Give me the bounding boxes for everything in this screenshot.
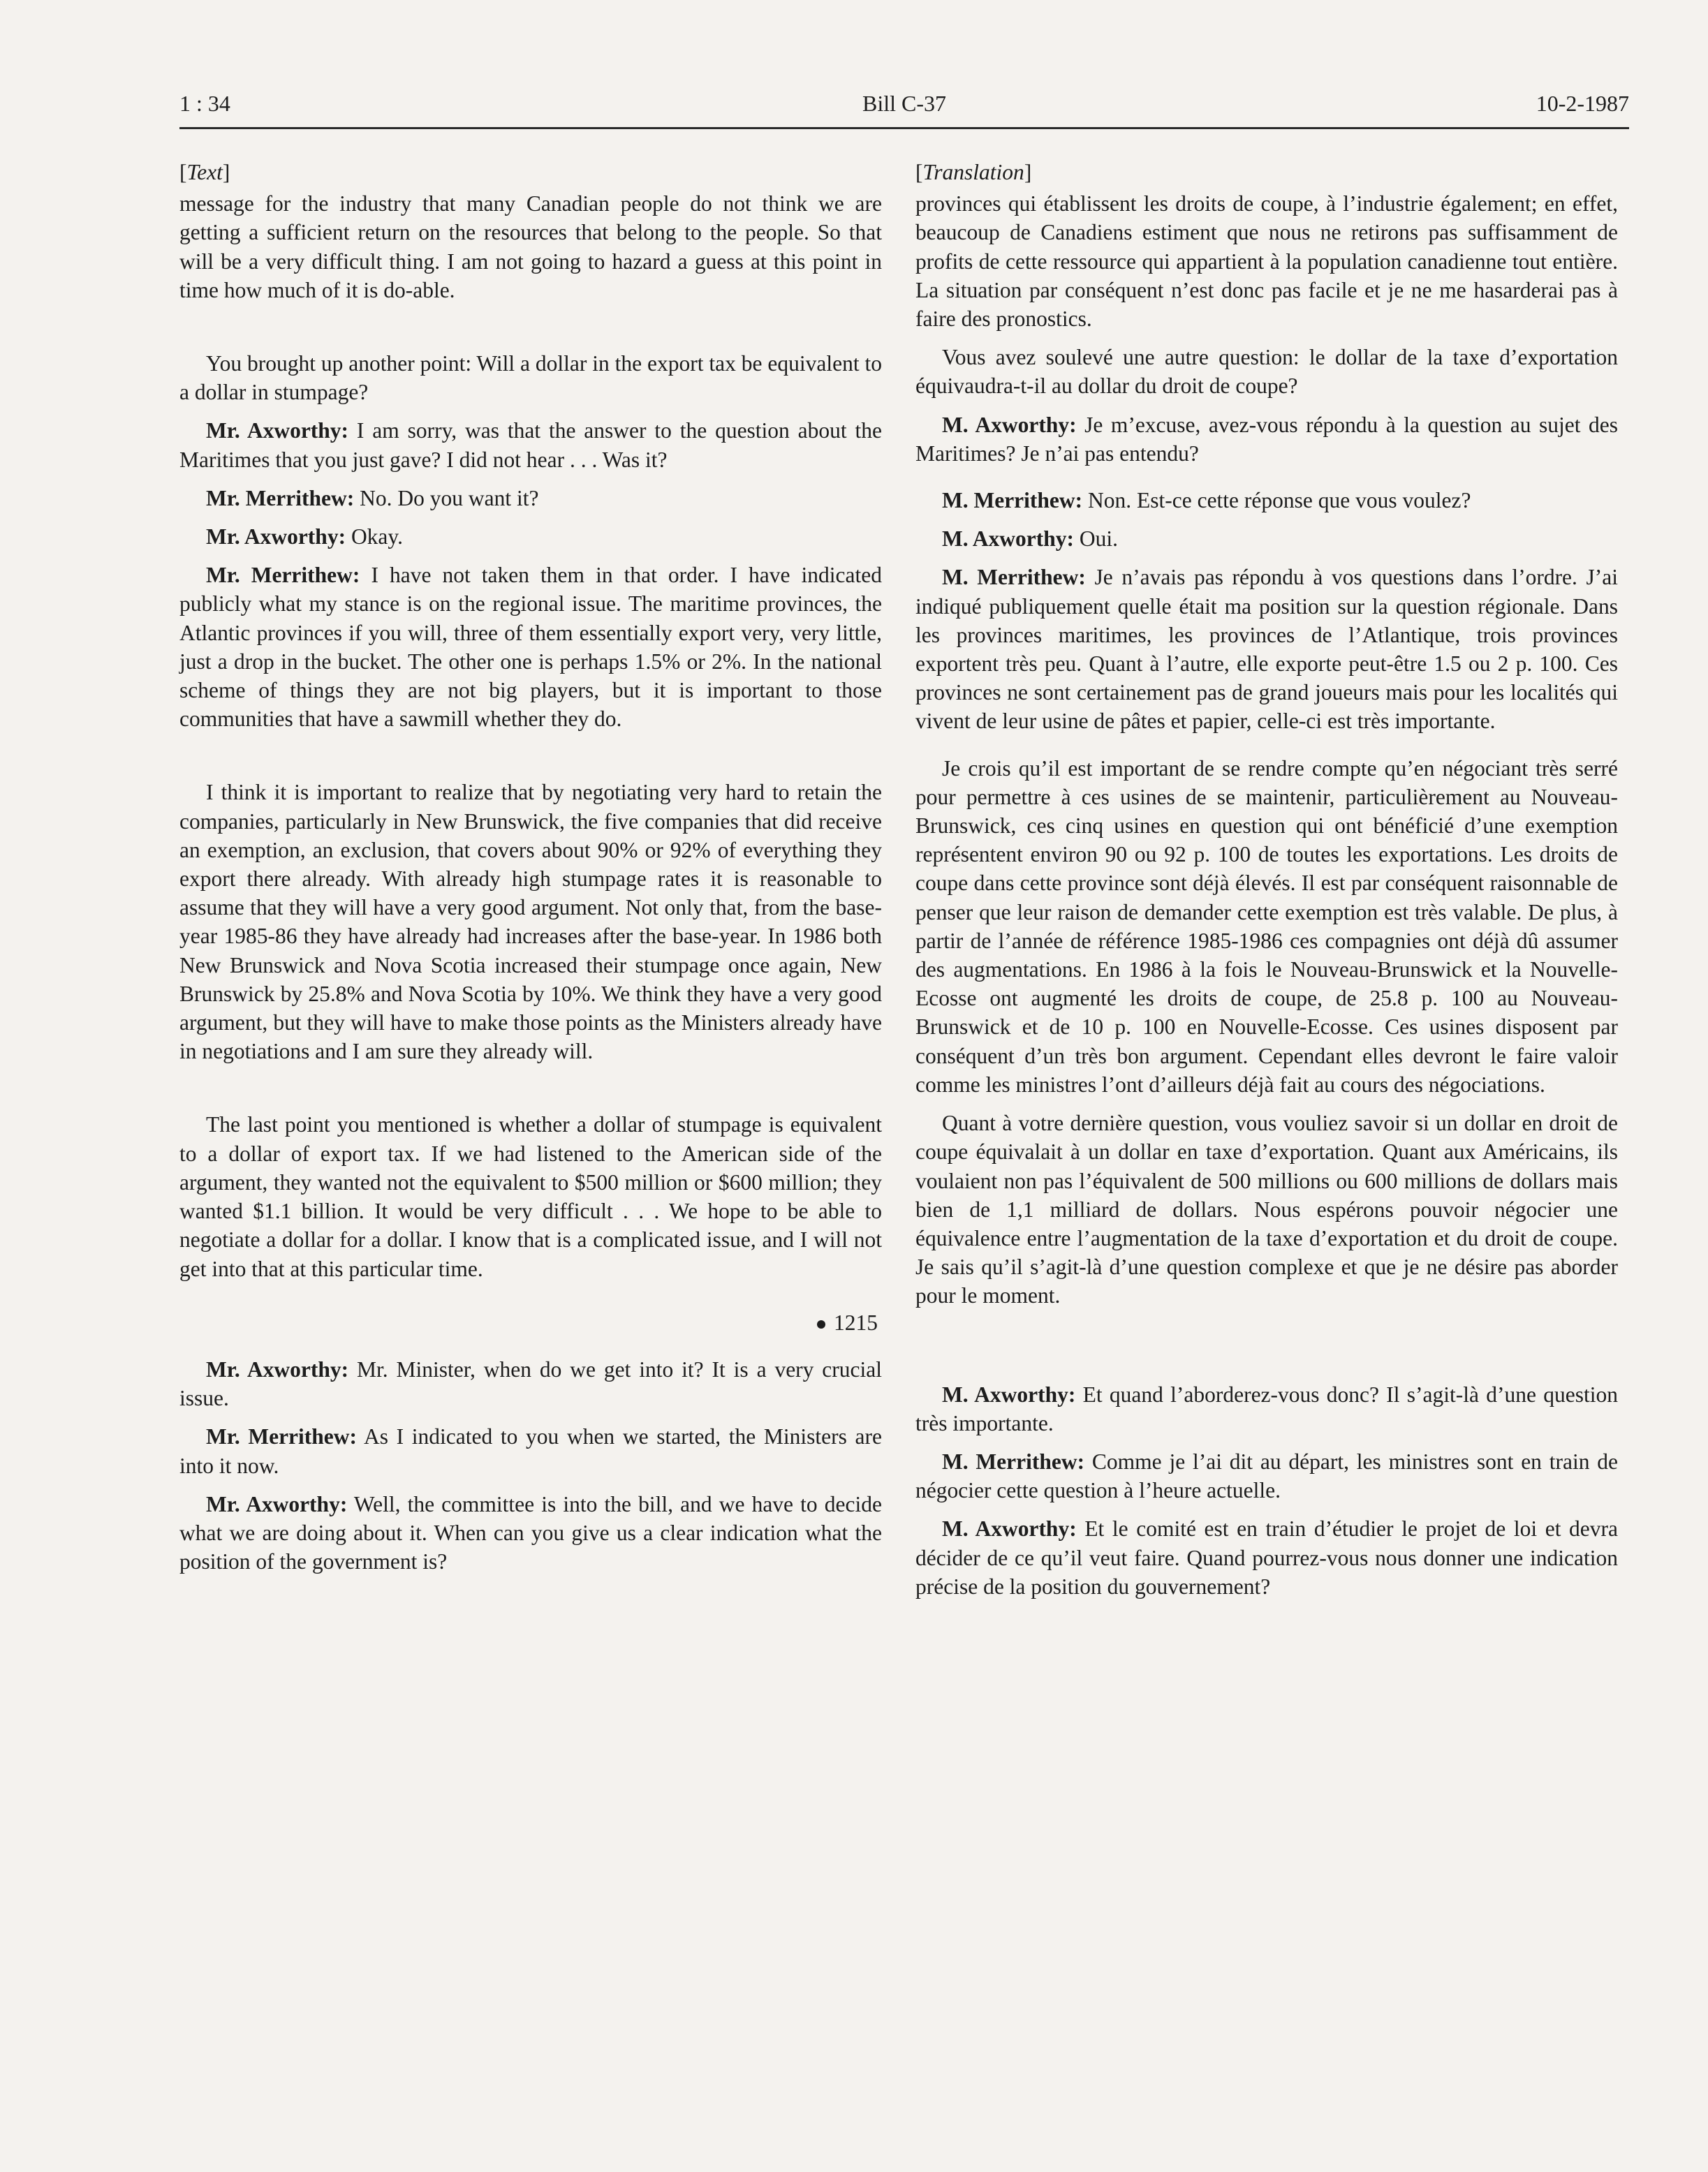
paragraph: The last point you mentioned is whether a dollar of stumpage is equivalent to a dollar of export tax. If we had listened to the American side of the argument, they wanted not the equivalent to $500 million or $600 million; they wanted $1.1 billion. It would be very difficult . . . We hope to be able to negotiate a dollar for a dollar. I know that is a complicated issue, and I will not get into that at this particular time. [179, 1112, 882, 1281]
speaker-name: Mr. Axworthy: [206, 1357, 349, 1382]
document-date: 10-2-1987 [1536, 91, 1629, 116]
paragraph: Mr. Axworthy: I am sorry, was that the answer to the question about the Maritimes that you just gave? I did not hear . . . Was it? [179, 418, 882, 472]
paragraph: M. Axworthy: Oui. [942, 526, 1118, 552]
speaker-name: M. Merrithew: [942, 1449, 1085, 1474]
paragraph: Mr. Merrithew: No. Do you want it? [206, 485, 539, 510]
paragraph: provinces qui établissent les droits de coupe, à l’industrie également; en effet, beaucoup de Canadiens estiment que nous ne retirons pas suffisamment de profits de cette ressource qui appartient à la population canadienne tout entière. La situation par conséquent n’est donc pas facile et je ne me hasarderai pas à faire des pronostics. [915, 191, 1618, 332]
paragraph: M. Merrithew: Je n’avais pas répondu à vos questions dans l’ordre. J’ai indiqué publiquement quelle était ma position sur la question régionale. Dans les provinces maritimes, les provinces de l’Atlantique, trois provinces exportent très peu. Quant à l’autre, elle exporte peut-être 1.5 ou 2 p. 100. Ces provinces ne sont certainement pas de grand joueurs mais pour les localités qui vivent de leur usine de pâtes et papier, celle-ci est très importante. [915, 565, 1619, 734]
paragraph: Mr. Axworthy: Well, the committee is into the bill, and we have to decide what we are doing about it. When can you give us a clear indication what the position of the government is? [179, 1491, 882, 1574]
spacer [915, 1310, 1618, 1362]
page-header [179, 82, 1629, 124]
speaker-name: Mr. Merrithew: [206, 1424, 358, 1449]
paragraph: M. Axworthy: Et quand l’aborderez-vous donc? Il s’agit-là d’une question très importante. [915, 1382, 1618, 1435]
paragraph: M. Axworthy: Et le comité est en train d’étudier le projet de loi et devra décider de ce qu’il veut faire. Quand pourrez-vous nous donner une indication précise de la position du gouvernement? [915, 1516, 1618, 1599]
speaker-name: Mr. Merrithew: [206, 563, 360, 588]
time-marker: 1215 [179, 1308, 882, 1337]
speaker-name: M. Merrithew: [942, 488, 1083, 513]
paragraph: You brought up another point: Will a dollar in the export tax be equivalent to a dollar in stumpage? [179, 351, 882, 405]
speaker-name: M. Merrithew: [942, 565, 1086, 590]
paragraph: Mr. Merrithew: As I indicated to you when we started, the Ministers are into it now. [179, 1424, 882, 1478]
speaker-name: M. Axworthy: [942, 412, 1077, 437]
speaker-name: M. Axworthy: [942, 1516, 1077, 1542]
paragraph: Mr. Axworthy: Mr. Minister, when do we get into it? It is a very crucial issue. [179, 1357, 882, 1411]
paragraph: M. Axworthy: Je m’excuse, avez-vous répondu à la question au sujet des Maritimes? Je n’ai pas entendu? [915, 412, 1618, 466]
page-number: 1 : 34 [179, 91, 230, 116]
paragraph: Mr. Merrithew: I have not taken them in that order. I have indicated publicly what my stance is on the regional issue. The maritime provinces, the Atlantic provinces if you will, three of them essentially export very, very little, just a drop in the bucket. The other one is perhaps 1.5% or 2%. In the national scheme of things they are not big players, but it is important to those communities that have a sawmill whether they do. [179, 563, 883, 732]
speaker-name: M. Axworthy: [942, 526, 1074, 552]
bullet-icon [817, 1320, 825, 1329]
french-column [915, 158, 1618, 1601]
header-rule [179, 127, 1629, 129]
english-column [179, 158, 882, 1576]
bill-title: Bill C-37 [862, 91, 946, 116]
speaker-name: M. Axworthy: [942, 1382, 1076, 1407]
paragraph: M. Merrithew: Comme je l’ai dit au départ, les ministres sont en train de négocier cette question à l’heure actuelle. [915, 1449, 1619, 1503]
paragraph: Vous avez soulevé une autre question: le dollar de la taxe d’exportation équivaudra-t-il au dollar du droit de coupe? [915, 345, 1618, 399]
speaker-name: Mr. Axworthy: [206, 418, 349, 443]
speaker-name: Mr. Axworthy: [206, 1491, 348, 1516]
paragraph: I think it is important to realize that by negotiating very hard to retain the companies, particularly in New Brunswick, the five companies that did receive an exemption, an exclusion, that covers about 90% or 92% of everything they export there already. With already high stumpage rates it is reasonable to assume that they will have a very good argument. Not only that, from the base-year 1985-86 they have already had increases after the base-year. In 1986 both New Brunswick and Nova Scotia increased their stumpage once again, New Brunswick by 25.8% and Nova Scotia by 10%. We think they have a very good argument, but they will have to make those points as the Ministers already have in negotiations and I am sure they already will. [179, 780, 882, 1064]
column-tag: [Translation] [915, 160, 1032, 184]
paragraph: Mr. Axworthy: Okay. [206, 524, 403, 549]
column-tag: [Text] [179, 160, 230, 184]
speaker-name: Mr. Axworthy: [206, 524, 346, 549]
paragraph: Quant à votre dernière question, vous vouliez savoir si un dollar en droit de coupe équivalait à un dollar en taxe d’exportation. Quant aux Américains, ils voulaient non pas l’équivalent de 500 millions ou 600 millions de dollars mais bien de 1,1 milliard de dollars. Nous espérons pouvoir négocier une équivalence entre l’augmentation de la taxe d’exportation et du droit de coupe. Je sais qu’il s’agit-là d’une question complexe et que je ne désire pas aborder pour le moment. [915, 1111, 1618, 1308]
paragraph: Je crois qu’il est important de se rendre compte qu’en négociant très serré pour permettre à ces usines de se maintenir, particulièrement au Nouveau-Brunswick, ces cinq usines en question qui ont bénéficié d’une exemption représentent environ 90 ou 92 p. 100 de toutes les exportations. Les droits de coupe dans cette province sont déjà élevés. Il est par conséquent raisonnable de penser que leur raison de demander cette exemption est très valable. De plus, à partir de l’année de référence 1985-1986 ces compagnies ont déjà dû assumer des augmentations. En 1986 à la fois le Nouveau-Brunswick et la Nouvelle-Ecosse ont augmenté les droits de coupe, de 25.8 p. 100 au Nouveau-Brunswick et de 10 p. 100 en Nouvelle-Ecosse. Ces usines disposent par conséquent d’un très bon argument. Cependant elles devront le faire valoir comme les ministres l’ont d’ailleurs déjà fait au cours des négociations. [915, 755, 1618, 1097]
paragraph: M. Merrithew: Non. Est-ce cette réponse que vous voulez? [942, 488, 1471, 513]
speaker-name: Mr. Merrithew: [206, 485, 355, 510]
paragraph: message for the industry that many Canadian people do not think we are getting a sufficient return on the resources that belong to the people. So that will be a very difficult thing. I am not going to hazard a guess at this point in time how much of it is do-able. [179, 191, 882, 302]
